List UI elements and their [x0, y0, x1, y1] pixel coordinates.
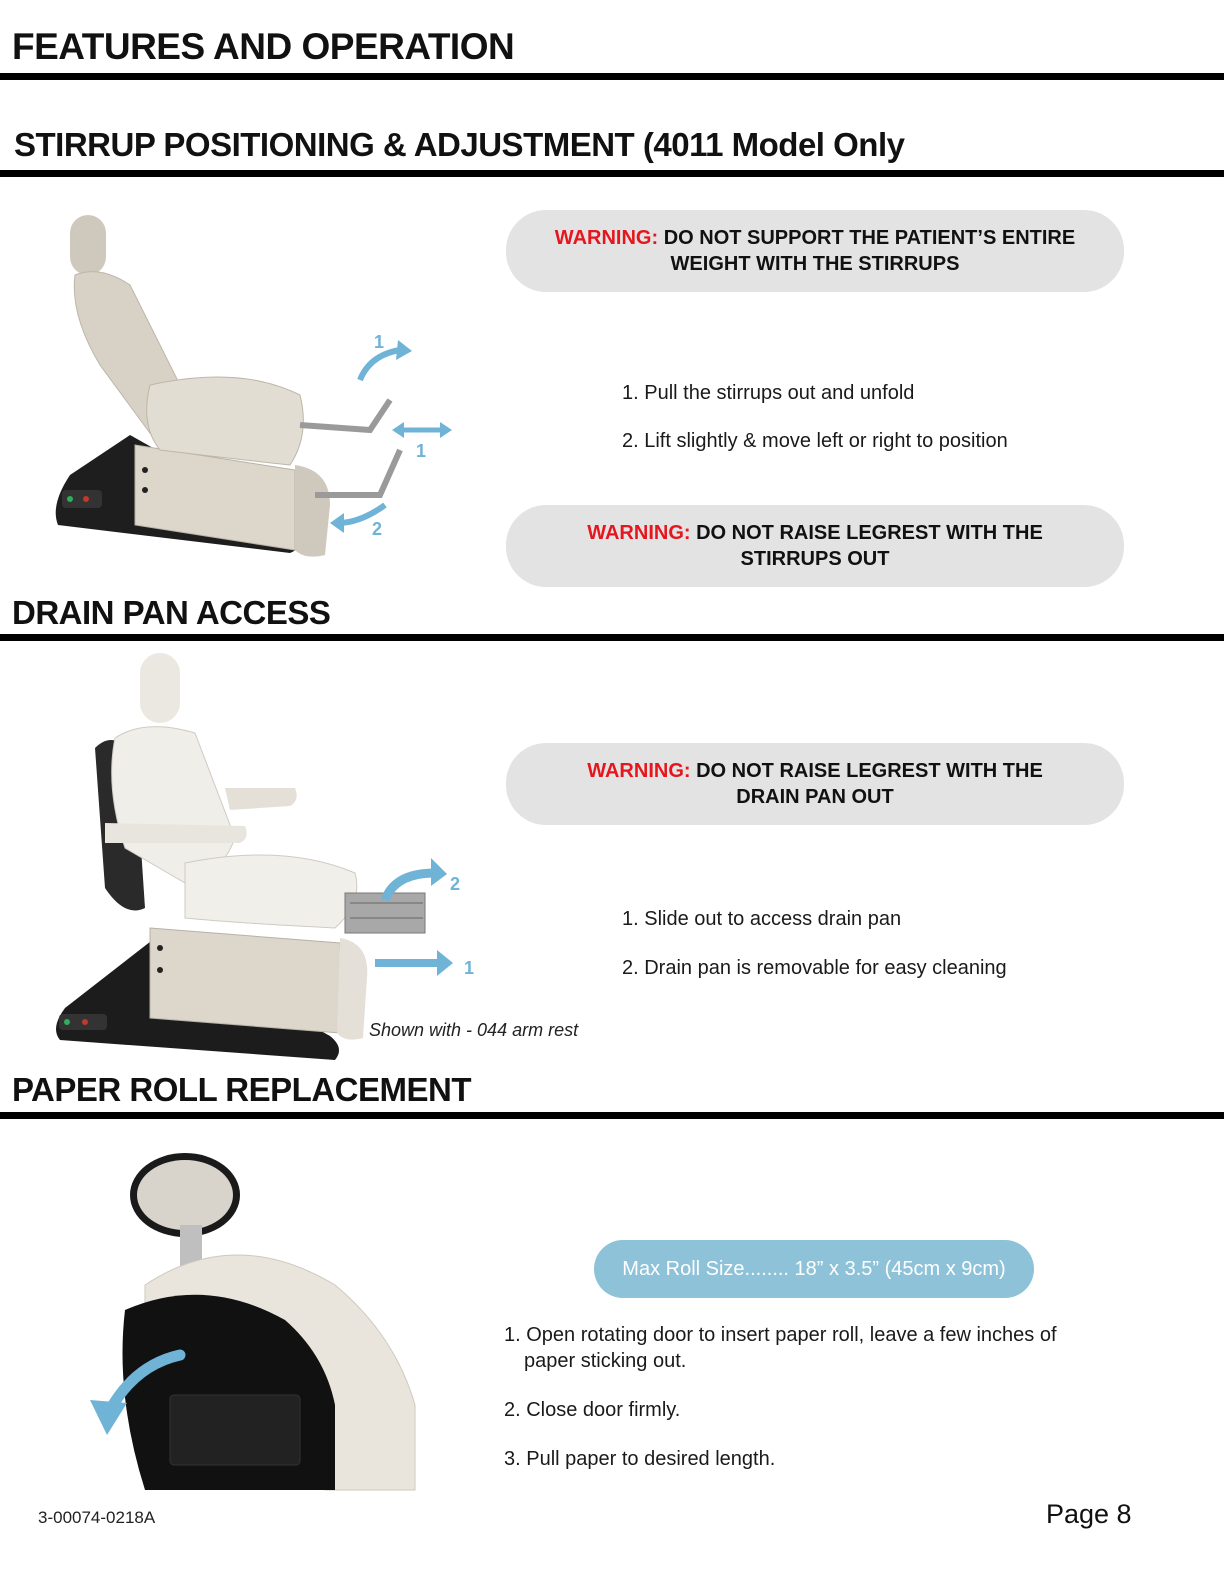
document-number: 3-00074-0218A	[38, 1508, 156, 1527]
arrow-label-2: 2	[450, 874, 461, 894]
stirrup-warning-support	[506, 210, 1124, 292]
drain-step-2: 2. Drain pan is removable for easy cleaning	[622, 957, 1007, 979]
arrow-label-1a: 1	[374, 332, 385, 352]
stirrup-step-2: 2. Lift slightly & move left or right to position	[622, 430, 1008, 452]
paper-step-3: 3. Pull paper to desired length.	[504, 1448, 776, 1470]
paper-step-1-line2: paper sticking out.	[524, 1350, 687, 1372]
arrow-label-1b: 1	[416, 441, 427, 461]
drain-rule	[0, 634, 1224, 641]
warning-label: WARNING:	[587, 760, 691, 782]
warning-text-line2: WEIGHT WITH THE STIRRUPS	[670, 253, 960, 275]
drain-step-1: 1. Slide out to access drain pan	[622, 908, 902, 930]
warning-text-line1: DO NOT SUPPORT THE PATIENT’S ENTIRE	[663, 227, 1076, 249]
drain-caption: Shown with - 044 arm rest	[369, 1020, 579, 1040]
page-number: Page 8	[1046, 1499, 1132, 1529]
title-rule	[0, 73, 1224, 80]
stirrup-step-1: 1. Pull the stirrups out and unfold	[622, 382, 915, 404]
paper-step-2: 2. Close door firmly.	[504, 1399, 681, 1421]
drain-heading: DRAIN PAN ACCESS	[12, 594, 331, 631]
warning-text-line2: DRAIN PAN OUT	[736, 786, 894, 808]
warning-text-line1: DO NOT RAISE LEGREST WITH THE	[696, 522, 1043, 544]
arrow-label-2: 2	[372, 519, 383, 539]
page-title: FEATURES AND OPERATION	[12, 26, 515, 67]
paper-roll-illustration	[85, 1145, 415, 1490]
paper-steps	[504, 1322, 1124, 1471]
paper-rule	[0, 1112, 1224, 1119]
paper-heading: PAPER ROLL REPLACEMENT	[12, 1071, 471, 1108]
max-roll-size-badge: Max Roll Size........ 18” x 3.5” (45cm x 9cm)	[594, 1240, 1034, 1298]
stirrup-chair-illustration	[40, 205, 470, 575]
arrow-label-1: 1	[464, 958, 475, 978]
drain-warning-legrest	[506, 743, 1124, 825]
drain-chair-illustration	[45, 648, 485, 1063]
stirrup-warning-legrest	[506, 505, 1124, 587]
stirrup-heading: STIRRUP POSITIONING & ADJUSTMENT (4011 Model Only	[14, 126, 905, 163]
warning-label: WARNING:	[587, 522, 691, 544]
paper-step-1	[504, 1322, 1124, 1374]
warning-text-line1: DO NOT RAISE LEGREST WITH THE	[696, 760, 1043, 782]
stirrup-rule	[0, 170, 1224, 177]
warning-text-line2: STIRRUPS OUT	[740, 548, 890, 570]
warning-label: WARNING:	[554, 227, 659, 249]
paper-step-1-line1: 1. Open rotating door to insert paper roll, leave a few inches of	[504, 1324, 1057, 1346]
drain-steps	[622, 908, 1007, 980]
stirrup-steps	[622, 382, 1008, 453]
